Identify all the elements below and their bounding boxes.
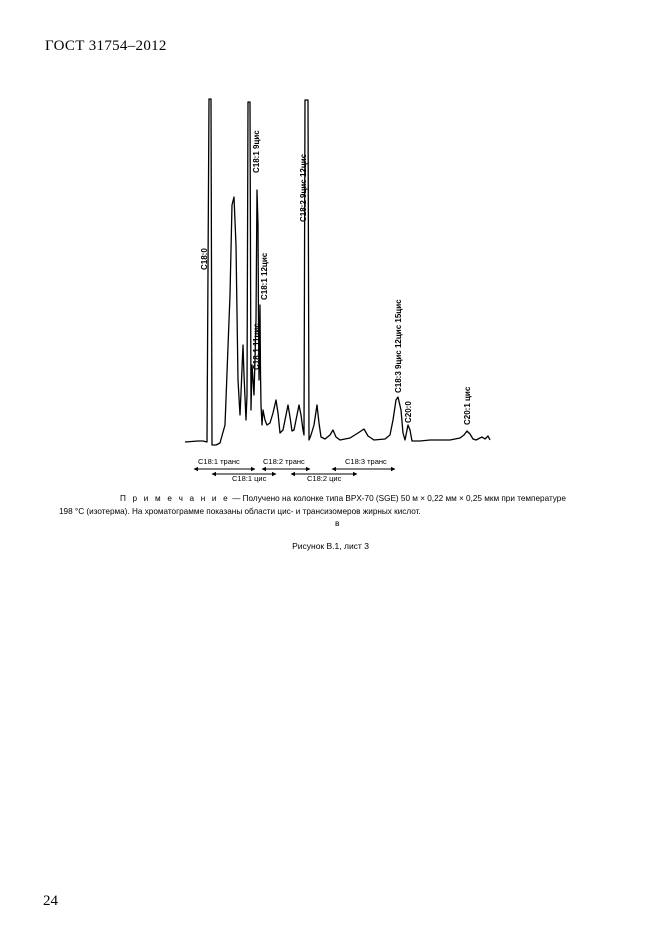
peak-label-c18-0: C18:0 <box>200 248 209 270</box>
peak-label-c18-2: C18:2 9цис 12цис <box>299 153 308 222</box>
region-label-c18-2-cis: C18:2 цис <box>307 474 342 483</box>
note-lead: П р и м е ч а н и е <box>120 494 230 503</box>
chromatogram-trace <box>185 99 490 445</box>
figure-sublabel: в <box>335 518 340 528</box>
peak-label-c18-1-11cis: C18:1 11цис <box>252 323 261 370</box>
figure-note <box>59 492 572 518</box>
region-label-c18-2-trans: C18:2 транс <box>263 457 305 466</box>
peak-label-c20-1: C20:1 цис <box>463 386 472 425</box>
note-line-2: 198 °C (изотерма). На хроматограмме показаны области цис- и трансизомеров жирных кислот. <box>59 507 421 516</box>
peak-label-c18-1-12cis: C18:1 12цис <box>260 252 269 300</box>
peak-label-c18-3: C18:3 9цис 12цис 15цис <box>394 299 403 393</box>
region-label-c18-1-trans: C18:1 транс <box>198 457 240 466</box>
figure-caption: Рисунок В.1, лист 3 <box>292 541 369 551</box>
region-label-c18-1-cis: C18:1 цис <box>232 474 267 483</box>
peak-label-c18-1-9cis: C18:1 9цис <box>252 130 261 173</box>
region-label-c18-3-trans: C18:3 транс <box>345 457 387 466</box>
note-line-1: — Получено на колонке типа BPX-70 (SGE) 50 м × 0,22 мм × 0,25 мкм при температуре <box>229 494 566 503</box>
peak-label-c20-0: C20:0 <box>404 401 413 423</box>
document-header: ГОСТ 31754–2012 <box>45 38 167 54</box>
page-number: 24 <box>43 893 58 909</box>
